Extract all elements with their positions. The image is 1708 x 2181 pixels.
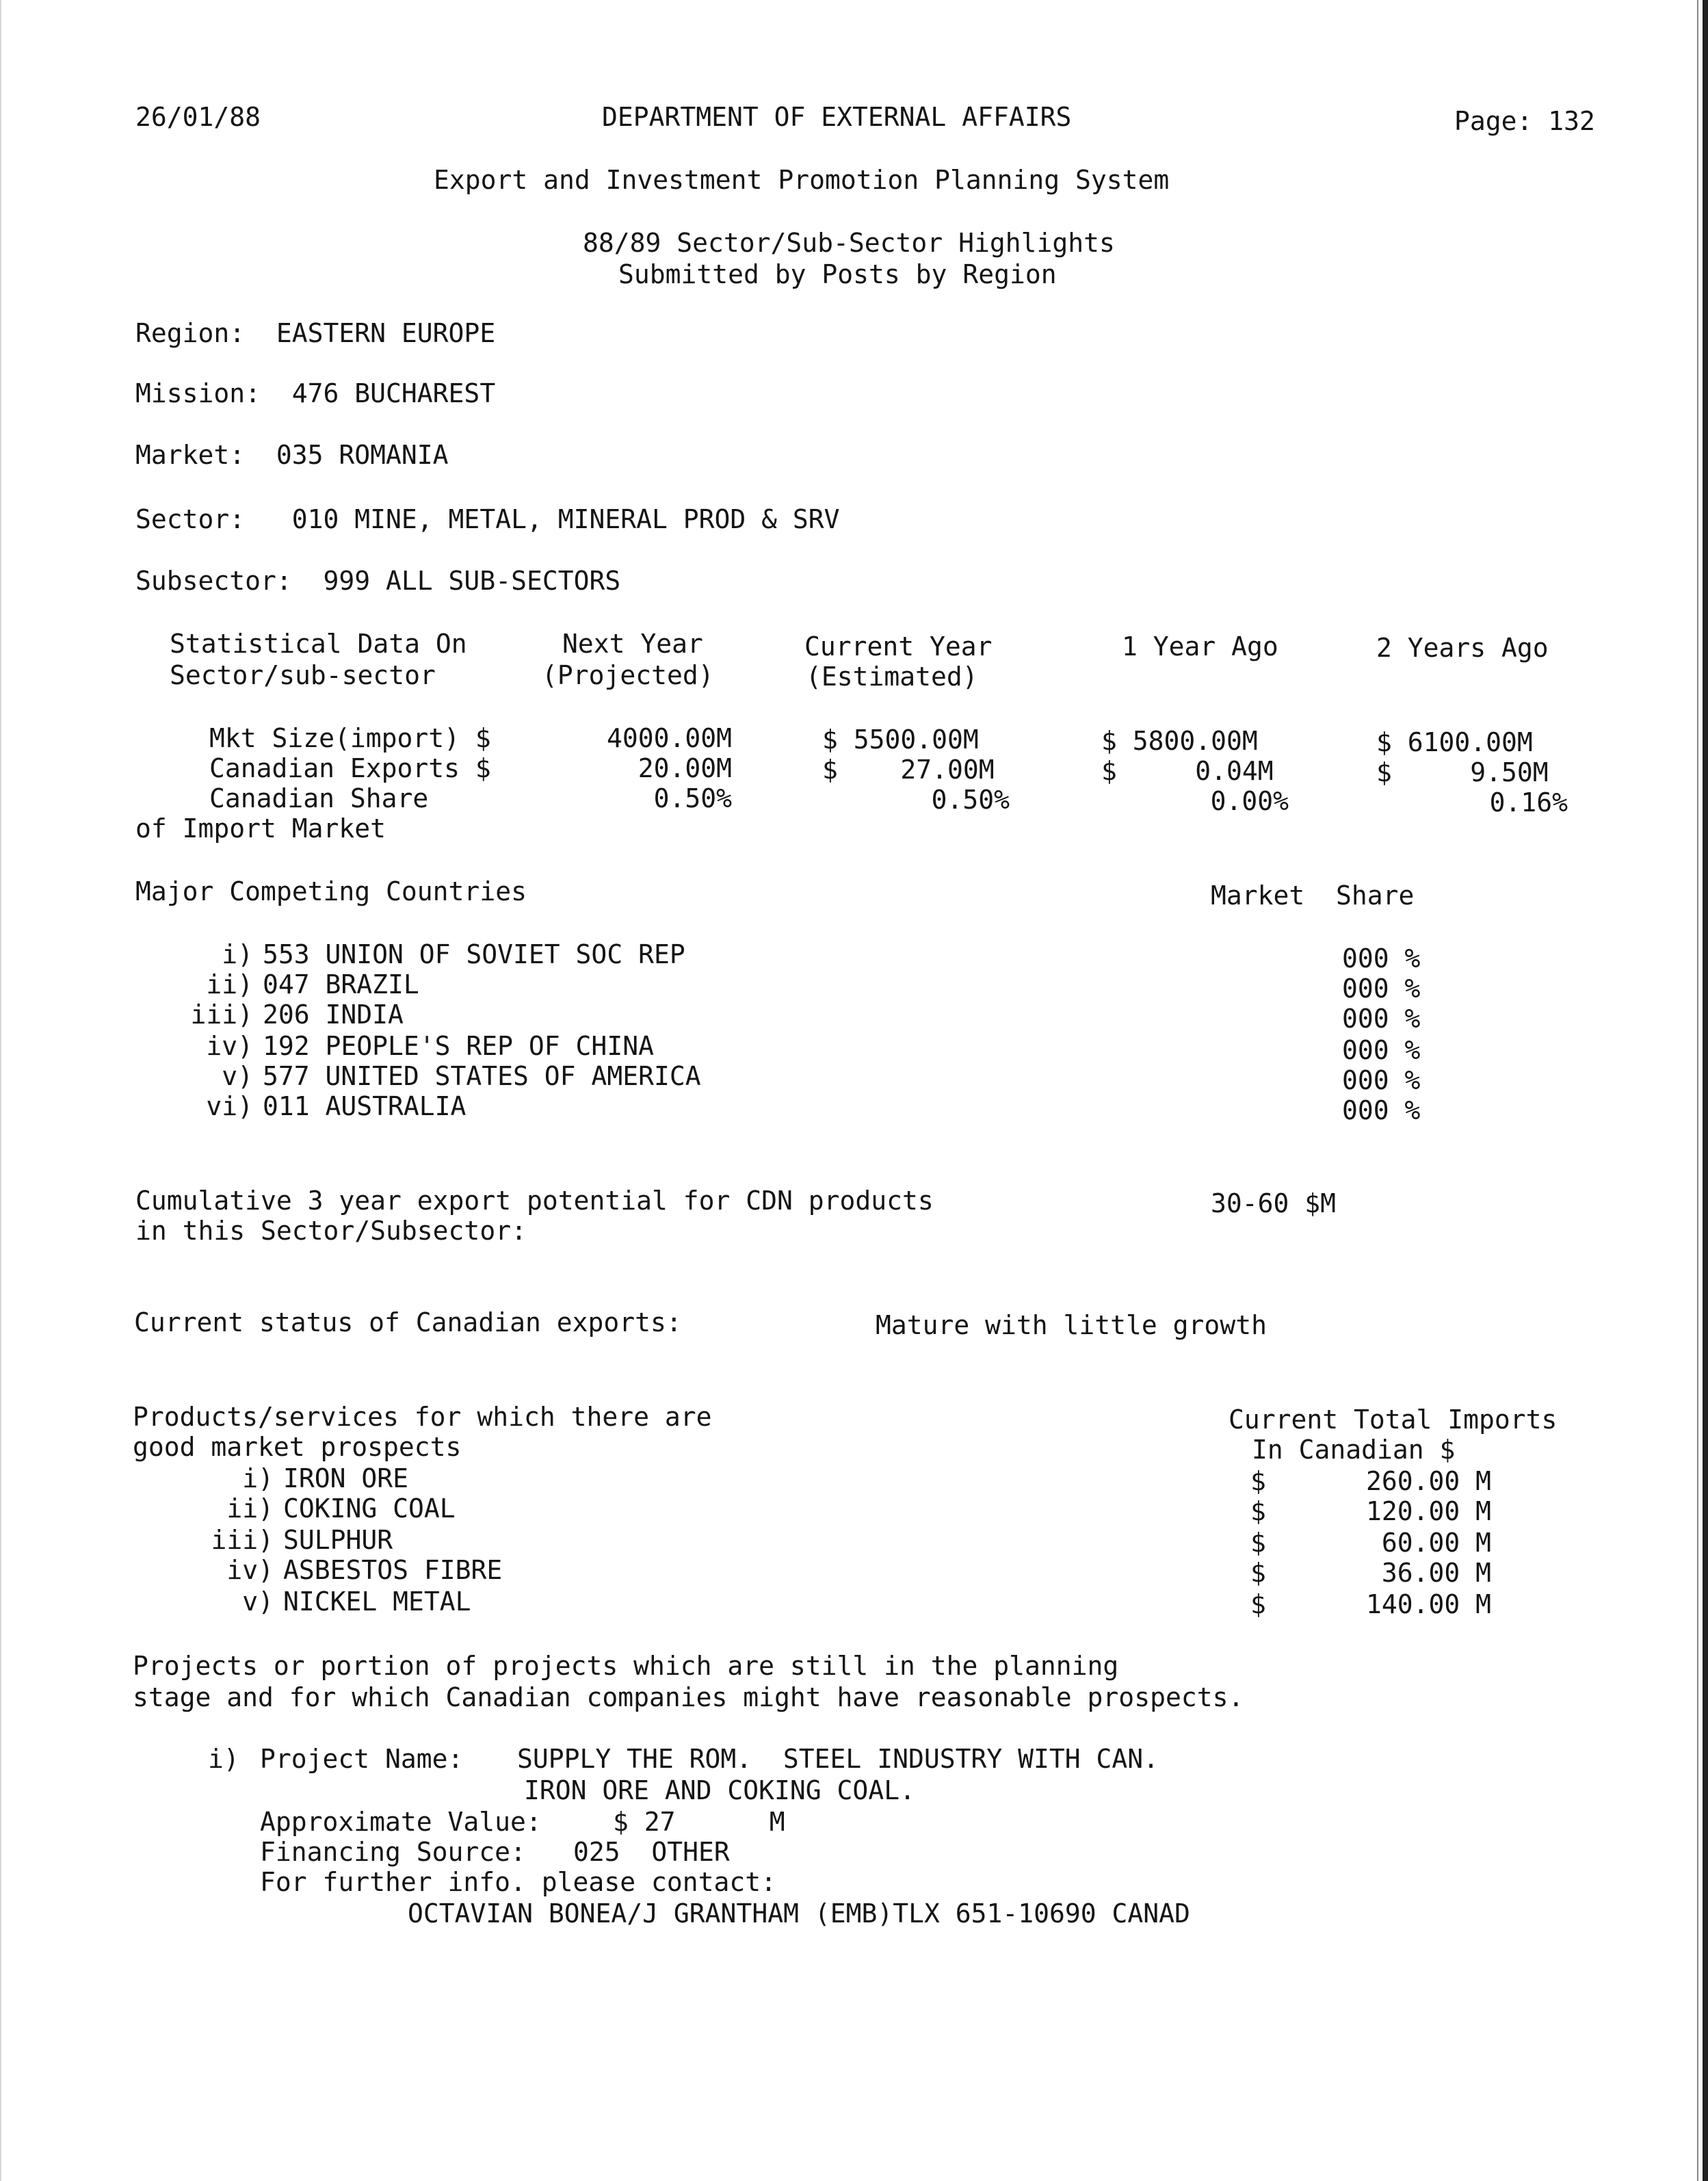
product-amount: 120.00 M [1365,1496,1491,1526]
stats-row-2yr: $ 9.50M [1376,757,1549,787]
competitor-name: 011 AUSTRALIA [263,1091,467,1121]
competitor-name: 577 UNITED STATES OF AMERICA [263,1061,701,1091]
col-current-year: Current Year [804,631,993,662]
competitor-share: 000 % [1342,1095,1421,1125]
share-suffix: of Import Market [135,813,386,844]
report-title: 88/89 Sector/Sub-Sector Highlights [583,228,1115,258]
product-currency: $ [1250,1496,1266,1526]
competitor-name: 192 PEOPLE'S REP OF CHINA [263,1031,654,1061]
page-number: Page: 132 [1454,106,1595,136]
col-next-year-sub: (Projected) [542,660,714,690]
product-num: i) [242,1463,274,1493]
market-line: Market: 035 ROMANIA [135,440,449,470]
report-date: 26/01/88 [135,102,261,132]
competitor-num: ii) [206,969,253,1000]
imports-header-1: Current Total Imports [1229,1405,1558,1435]
value-label: Approximate Value: [260,1807,542,1837]
products-line-1: Products/services for which there are [133,1402,712,1432]
value: $ 27 M [613,1807,785,1837]
products-line-2: good market prospects [133,1432,462,1462]
projects-line-2: stage and for which Canadian companies might have reasonable prospects. [133,1682,1244,1712]
financing-label: Financing Source: [260,1837,526,1867]
competitor-share: 000 % [1342,1065,1421,1095]
product-amount: 260.00 M [1365,1466,1491,1496]
product-amount: 60.00 M [1381,1528,1491,1558]
potential-value: 30-60 $M [1211,1188,1337,1218]
stats-row-current: $ 5500.00M [822,724,979,755]
product-num: iv) [226,1555,274,1585]
stats-row-next: 0.50% [653,783,732,813]
stats-row-1yr: $ 5800.00M [1101,726,1258,756]
product-name: ASBESTOS FIBRE [283,1555,503,1585]
competitor-share: 000 % [1342,1035,1421,1065]
competitor-share: 000 % [1342,943,1421,974]
stats-row-next: 4000.00M [606,723,732,753]
project-num: i) [208,1744,239,1774]
product-name: IRON ORE [283,1463,409,1493]
competitor-num: iv) [206,1031,253,1061]
stats-header-label-1: Statistical Data On [170,629,467,659]
competitor-num: iii) [190,1000,253,1030]
product-currency: $ [1250,1466,1266,1496]
stats-row-1yr: 0.00% [1210,786,1289,816]
stats-row-1yr: $ 0.04M [1101,756,1274,786]
contact-value: OCTAVIAN BONEA/J GRANTHAM (EMB)TLX 651-10690 CANAD [408,1898,1190,1929]
stats-row-next: 20.00M [638,753,732,783]
subsector-line: Subsector: 999 ALL SUB-SECTORS [135,566,621,596]
stats-header-label-2: Sector/sub-sector [170,660,436,690]
status-label: Current status of Canadian exports: [134,1307,682,1337]
status-value: Mature with little growth [876,1310,1267,1340]
sector-line: Sector: 010 MINE, METAL, MINERAL PROD & SRV [135,504,840,534]
stats-row-label: Canadian Exports $ [209,753,491,783]
stats-row-current: 0.50% [931,785,1010,815]
product-num: iii) [211,1525,274,1555]
competitor-share: 000 % [1342,974,1421,1004]
project-name-label: Project Name: [260,1744,464,1774]
col-next-year: Next Year [562,629,703,659]
region-line: Region: EASTERN EUROPE [135,318,496,348]
col-current-year-sub: (Estimated) [806,662,978,692]
mission-line: Mission: 476 BUCHAREST [135,378,496,408]
project-name-line-2: IRON ORE AND COKING COAL. [524,1775,915,1805]
product-name: NICKEL METAL [283,1586,471,1617]
competitor-num: v) [222,1061,253,1091]
projects-line-1: Projects or portion of projects which are still in the planning [133,1651,1119,1681]
project-name-line-1: SUPPLY THE ROM. STEEL INDUSTRY WITH CAN. [517,1744,1159,1774]
stats-row-2yr: $ 6100.00M [1376,727,1533,757]
competitors-title: Major Competing Countries [135,876,527,906]
product-currency: $ [1250,1558,1266,1588]
department-title: DEPARTMENT OF EXTERNAL AFFAIRS [602,102,1072,132]
product-num: v) [242,1586,274,1617]
scan-left-edge [0,0,1,2181]
competitor-share: 000 % [1342,1004,1421,1034]
competitor-num: i) [222,939,253,969]
financing-value: 025 OTHER [573,1837,730,1867]
stats-row-current: $ 27.00M [822,755,995,785]
potential-line-1: Cumulative 3 year export potential for CDN products [135,1186,934,1216]
product-amount: 140.00 M [1365,1589,1491,1619]
col-2-years-ago: 2 Years Ago [1376,633,1549,663]
col-1-year-ago: 1 Year Ago [1122,631,1278,662]
imports-header-2: In Canadian $ [1252,1435,1456,1465]
product-name: COKING COAL [283,1493,456,1524]
product-amount: 36.00 M [1381,1558,1491,1588]
stats-row-label: Mkt Size(import) $ [209,723,491,753]
stats-row-2yr: 0.16% [1489,787,1568,818]
product-name: SULPHUR [283,1525,393,1555]
scan-right-edge [1703,0,1708,2181]
stats-row-label: Canadian Share [209,783,429,813]
market-share-header: Market Share [1211,880,1415,911]
competitor-name: 553 UNION OF SOVIET SOC REP [263,939,685,969]
scan-right-edge-line [1697,0,1698,2181]
product-num: ii) [226,1493,274,1524]
report-subtitle: Submitted by Posts by Region [618,259,1057,289]
competitor-name: 047 BRAZIL [263,969,419,1000]
competitor-name: 206 INDIA [263,1000,404,1030]
product-currency: $ [1250,1589,1266,1619]
system-title: Export and Investment Promotion Planning System [434,165,1170,195]
potential-line-2: in this Sector/Subsector: [135,1216,527,1246]
product-currency: $ [1250,1528,1266,1558]
contact-label: For further info. please contact: [260,1867,776,1897]
competitor-num: vi) [206,1091,253,1121]
